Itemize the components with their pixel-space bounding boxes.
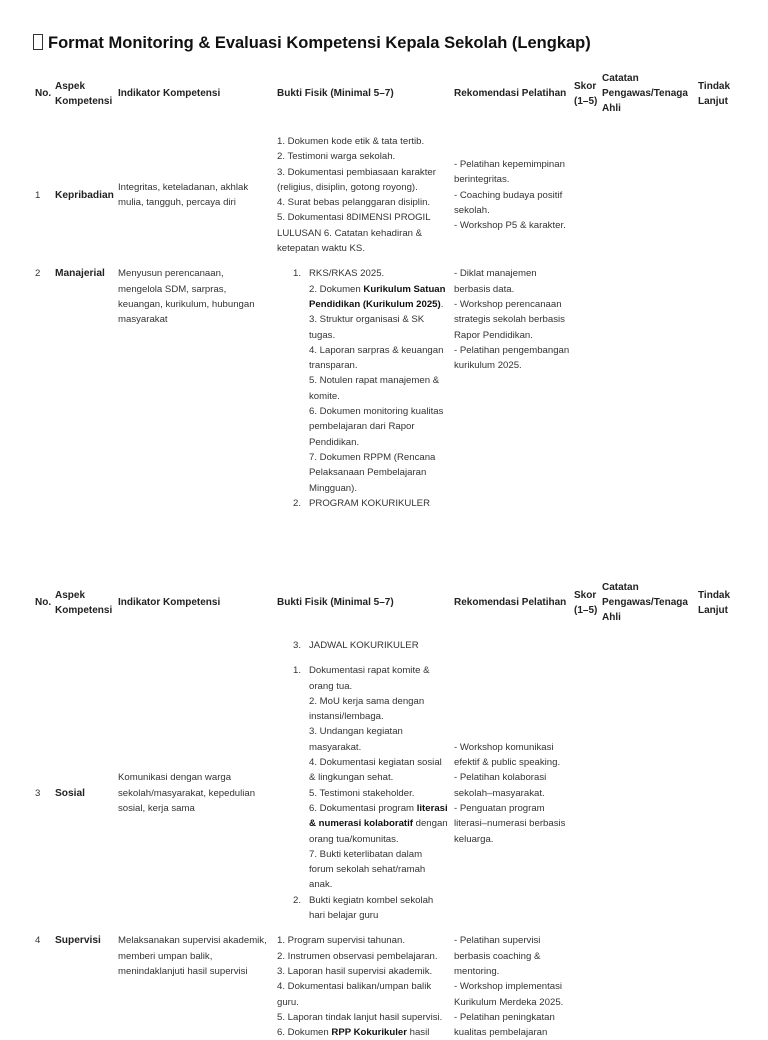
table-row bbox=[33, 116, 743, 134]
header-rekomendasi: Rekomendasi Pelatihan bbox=[454, 88, 567, 99]
row-number: 3 bbox=[35, 787, 41, 799]
header-tindak-lanjut: Tindak Lanjut bbox=[698, 80, 731, 107]
header-catatan: Catatan Pengawas/Tenaga Ahli bbox=[602, 582, 688, 623]
row-skor bbox=[572, 663, 600, 923]
header-indikator: Indikator Kompetensi bbox=[118, 597, 221, 608]
missing-glyph-icon bbox=[33, 34, 43, 50]
header-aspek: Aspek Kompetensi bbox=[55, 80, 113, 107]
row-tindak-lanjut bbox=[696, 134, 743, 256]
row-rekomendasi: - Pelatihan supervisi berbasis coaching & mentoring. - Workshop implementasi Kurikulum Merdeka 2025. - Pelatihan peningkatan kualitas pembelajaran bbox=[454, 935, 564, 1039]
header-aspek: Aspek Kompetensi bbox=[55, 589, 113, 616]
row-catatan bbox=[600, 134, 696, 256]
table-row-sosial bbox=[33, 663, 743, 923]
row-rekomendasi: - Workshop komunikasi efektif & public speaking. - Pelatihan kolaborasi sekolah–masyarakat. - Penguatan program literasi–numerasi berbasis keluarga. bbox=[454, 741, 566, 845]
row-aspek: Supervisi bbox=[55, 935, 101, 947]
table-row-kepribadian bbox=[33, 134, 743, 256]
row-indikator: Melaksanakan supervisi akademik, memberi umpan balik, menindaklanjuti hasil supervisi bbox=[118, 935, 267, 977]
header-indikator: Indikator Kompetensi bbox=[118, 88, 221, 99]
row-indikator: Integritas, keteladanan, akhlak mulia, tangguh, percaya diri bbox=[118, 181, 249, 209]
header-tindak-lanjut: Tindak Lanjut bbox=[698, 589, 731, 616]
row-number: 1 bbox=[35, 189, 41, 201]
header-skor: Skor (1–5) bbox=[574, 589, 598, 616]
header-rekomendasi: Rekomendasi Pelatihan bbox=[454, 597, 567, 608]
row-rekomendasi: - Pelatihan kepemimpinan berintegritas. - Coaching budaya positif sekolah. - Workshop P5 & karakter. bbox=[454, 158, 566, 232]
header-bukti: Bukti Fisik (Minimal 5–7) bbox=[277, 597, 394, 608]
row-catatan bbox=[600, 933, 696, 1040]
table-header-row bbox=[33, 580, 743, 625]
row-catatan bbox=[600, 663, 696, 923]
row-number: 4 bbox=[35, 935, 41, 947]
table-row-manajerial bbox=[33, 266, 743, 511]
table-row-supervisi bbox=[33, 933, 743, 1040]
row-bukti: 1. Dokumentasi rapat komite & orang tua. 2. MoU kerja sama dengan instansi/lembaga. 3. Undangan kegiatan masyarakat. 4. Dokumentasi kegiatan sosial & lingkungan sehat. 5. Testimoni stakeholder. 6. Dokumentasi program literasi & numerasi kolaboratif dengan orang tua/komunitas. 7. Bukti keterlibatan dalam forum sekolah sehat/ramah anak. 2. Bukti kegiatn kombel sekolah hari belajar guru bbox=[293, 665, 448, 922]
row-bukti: 3. JADWAL KOKURIKULER bbox=[293, 640, 419, 651]
header-bukti: Bukti Fisik (Minimal 5–7) bbox=[277, 88, 394, 99]
row-indikator: Menyusun perencanaan, mengelola SDM, sarpras, keuangan, kurikulum, hubungan masyarakat bbox=[118, 268, 255, 326]
competency-table-page-1 bbox=[33, 71, 743, 511]
document-title-text: Format Monitoring & Evaluasi Kompetensi Kepala Sekolah (Lengkap) bbox=[48, 34, 591, 52]
row-aspek: Kepribadian bbox=[55, 189, 114, 201]
table-row-continuation bbox=[33, 638, 743, 653]
row-tindak-lanjut bbox=[696, 663, 743, 923]
header-no: No. bbox=[35, 88, 52, 99]
row-tindak-lanjut bbox=[696, 933, 743, 1040]
row-indikator: Komunikasi dengan warga sekolah/masyarakat, kepedulian sosial, kerja sama bbox=[118, 772, 256, 814]
row-number: 2 bbox=[35, 268, 41, 280]
header-no: No. bbox=[35, 597, 52, 608]
table-header-row bbox=[33, 71, 743, 116]
row-tindak-lanjut bbox=[696, 266, 743, 511]
competency-table-page-2 bbox=[33, 580, 743, 1040]
row-aspek: Sosial bbox=[55, 787, 86, 799]
row-skor bbox=[572, 266, 600, 511]
row-catatan bbox=[600, 266, 696, 511]
row-aspek: Manajerial bbox=[55, 268, 105, 280]
header-catatan: Catatan Pengawas/Tenaga Ahli bbox=[602, 73, 688, 114]
row-bukti: 1. Dokumen kode etik & tata tertib. 2. Testimoni warga sekolah. 3. Dokumentasi pembiasaan karakter (religius, disiplin, gotong royong). 4. Surat bebas pelanggaran disiplin. 5. Dokumentasi 8DIMENSI PROGIL LULUSAN 6. Catatan kehadiran & ketepatan waktu KS. bbox=[277, 136, 436, 255]
document-title bbox=[33, 34, 591, 53]
row-skor bbox=[572, 933, 600, 1040]
row-bukti: 1. RKS/RKAS 2025. 2. Dokumen Kurikulum Satuan Pendidikan (Kurikulum 2025). 3. Struktur organisasi & SK tugas. 4. Laporan sarpras & keuangan transparan. 5. Notulen rapat manajemen & komite. 6. Dokumen monitoring kualitas pembelajaran dari Rapor Pendidikan. 7. Dokumen RPPM (Rencana Pelaksanaan Pembelajaran Mingguan). 2. PROGRAM KOKURIKULER bbox=[293, 268, 446, 509]
header-skor: Skor (1–5) bbox=[574, 80, 598, 107]
row-rekomendasi: - Diklat manajemen berbasis data. - Workshop perencanaan strategis sekolah berbasis Rapor Pendidikan. - Pelatihan pengembangan kurikulum 2025. bbox=[454, 268, 570, 372]
row-skor bbox=[572, 134, 600, 256]
row-bukti: 1. Program supervisi tahunan. 2. Instrumen observasi pembelajaran. 3. Laporan hasil supervisi akademik. 4. Dokumentasi balikan/umpan balik guru. 5. Laporan tindak lanjut hasil supervisi. 6. Dokumen RPP Kokurikuler hasil bbox=[277, 935, 443, 1039]
